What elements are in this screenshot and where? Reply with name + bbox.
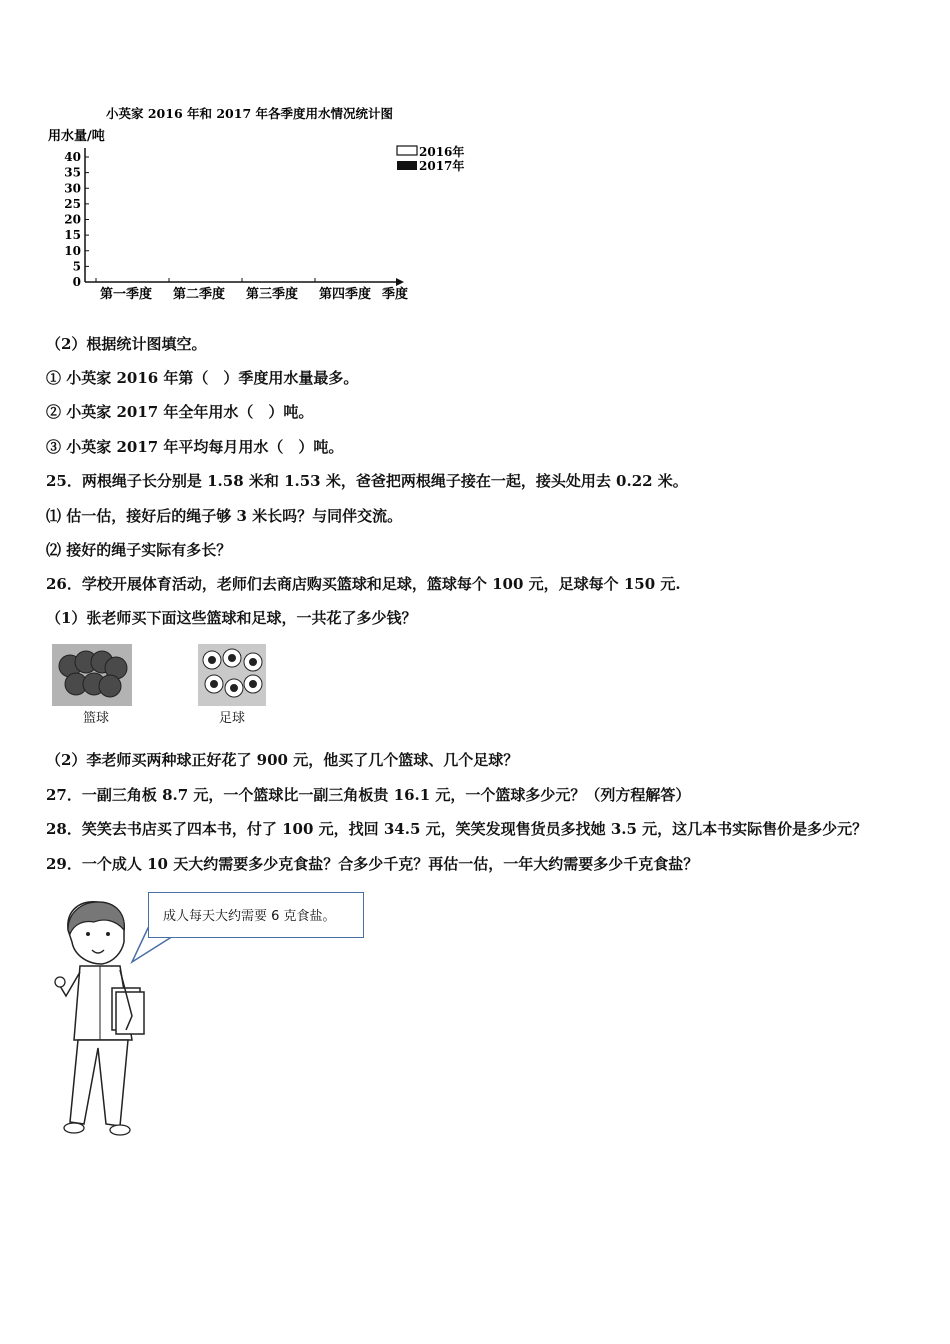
x-axis-arrow xyxy=(396,278,404,286)
q26: 26．学校开展体育活动，老师们去商店购买篮球和足球，篮球每个 100 元，足球每个 150 元. xyxy=(46,575,681,593)
y-tick-label: 5 xyxy=(72,259,81,274)
q29: 29．一个成人 10 天大约需要多少克食盐？合多少千克？再估一估，一年大约需要多少千克食盐？ xyxy=(46,855,699,873)
football-caption: 足球 xyxy=(219,711,246,726)
q26-part1: （1）张老师买下面这些篮球和足球，一共花了多少钱？ xyxy=(46,609,417,627)
q28: 28．笑笑去书店买了四本书，付了 100 元，找回 34.5 元，笑笑发现售货员多找她 3.5 元，这几本书实际售价是多少元？ xyxy=(46,820,868,838)
footballs-image xyxy=(198,644,266,706)
y-tick-label: 25 xyxy=(64,196,81,211)
basketball-caption: 篮球 xyxy=(83,711,110,726)
chart-legend xyxy=(397,144,464,173)
q24-part2: （2）根据统计图填空。 xyxy=(46,335,207,353)
y-tick-label: 0 xyxy=(72,275,81,289)
y-tick-label: 30 xyxy=(64,181,81,196)
y-tick-label: 40 xyxy=(64,150,81,164)
speech-bubble: 成人每天大约需要 6 克食盐。 xyxy=(148,892,364,938)
legend-2016: 2016年 xyxy=(419,145,465,159)
y-tick-label: 15 xyxy=(64,228,81,243)
y-tick-label: 20 xyxy=(64,212,81,227)
q25: 25．两根绳子长分别是 1.58 米和 1.53 米，爸爸把两根绳子接在一起，接头处用去 0.22 米。 xyxy=(46,472,688,490)
q24-item1: ① 小英家 2016 年第（ ）季度用水量最多。 xyxy=(46,369,359,387)
chart-title: 小英家 2016 年和 2017 年各季度用水情况统计图 xyxy=(106,106,393,121)
q25-part2: ⑵ 接好的绳子实际有多长？ xyxy=(46,541,232,559)
legend-swatch-2017 xyxy=(397,161,417,170)
y-tick-label: 10 xyxy=(64,243,81,258)
x-axis-label: 季度 xyxy=(382,287,409,302)
y-tick-label: 35 xyxy=(64,165,81,180)
legend-swatch-2016 xyxy=(397,146,417,155)
legend-2017: 2017年 xyxy=(419,159,465,173)
x-category-label: 第三季度 xyxy=(245,287,299,302)
x-category-label: 第二季度 xyxy=(172,287,226,302)
x-category-label: 第一季度 xyxy=(99,287,153,302)
q27: 27．一副三角板 8.7 元，一个篮球比一副三角板贵 16.1 元，一个篮球多少元？（列方程解答） xyxy=(46,786,691,804)
q26-part2: （2）李老师买两种球正好花了 900 元，他买了几个篮球、几个足球？ xyxy=(46,751,519,769)
q25-part1: ⑴ 估一估，接好后的绳子够 3 米长吗？与同伴交流。 xyxy=(46,507,403,525)
x-category-label: 第四季度 xyxy=(318,287,372,302)
y-axis-label: 用水量/吨 xyxy=(48,129,105,144)
q24-item2: ② 小英家 2017 年全年用水（ ）吨。 xyxy=(46,403,314,421)
water-usage-chart xyxy=(40,100,480,310)
q24-item3: ③ 小英家 2017 年平均每月用水（ ）吨。 xyxy=(46,438,344,456)
basketballs-image xyxy=(52,644,132,706)
